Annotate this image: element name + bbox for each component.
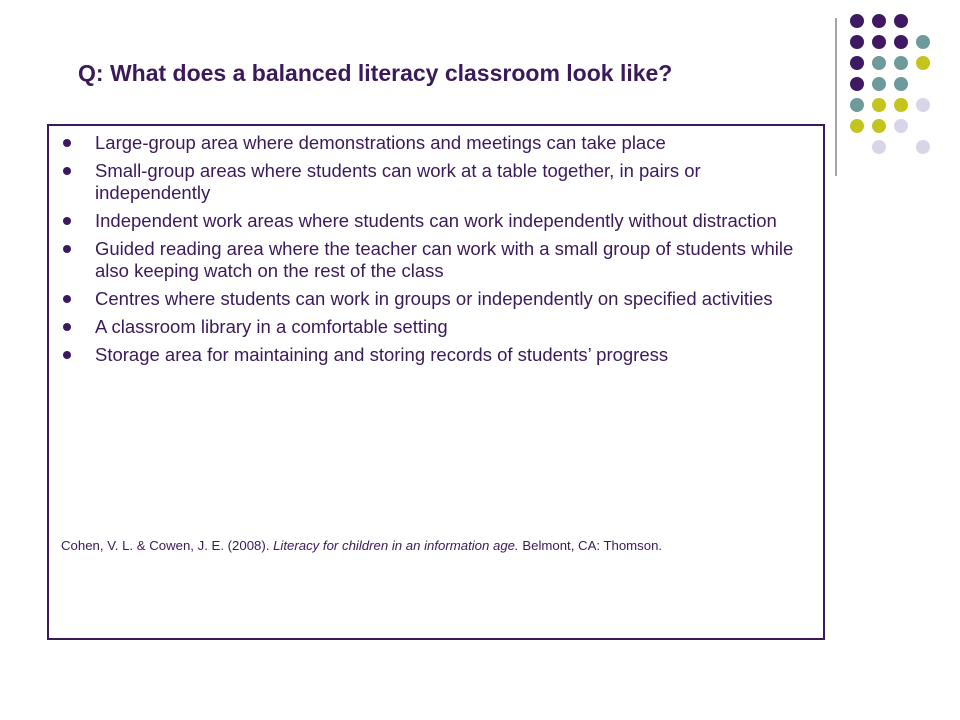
bullet-text: Centres where students can work in groups or independently on specified activities xyxy=(95,288,773,309)
decorative-dot xyxy=(850,98,864,112)
bullet-icon xyxy=(63,351,71,359)
decorative-dot xyxy=(872,140,886,154)
decorative-divider xyxy=(835,18,837,176)
decorative-dot xyxy=(872,56,886,70)
bullet-item xyxy=(63,210,813,232)
citation xyxy=(61,538,821,553)
bullet-item xyxy=(63,238,813,282)
decorative-dot xyxy=(894,14,908,28)
decorative-dot xyxy=(916,35,930,49)
bullet-icon xyxy=(63,245,71,253)
decorative-dot xyxy=(916,140,930,154)
decorative-dot xyxy=(850,56,864,70)
decorative-dot xyxy=(850,35,864,49)
bullet-item xyxy=(63,132,813,154)
bullet-text: Small-group areas where students can work at a table together, in pairs or independently xyxy=(95,160,701,203)
decorative-dot xyxy=(894,119,908,133)
decorative-dot xyxy=(872,14,886,28)
bullet-list xyxy=(63,132,813,372)
slide-title: Q: What does a balanced literacy classroom look like? xyxy=(78,60,673,86)
decorative-dot xyxy=(872,77,886,91)
content-box xyxy=(47,124,825,640)
decorative-dot xyxy=(850,14,864,28)
bullet-icon xyxy=(63,323,71,331)
decorative-dot xyxy=(872,35,886,49)
bullet-text: Large-group area where demonstrations and meetings can take place xyxy=(95,132,666,153)
bullet-icon xyxy=(63,295,71,303)
decorative-dot xyxy=(916,56,930,70)
bullet-text: Guided reading area where the teacher can work with a small group of students while also keeping watch on the rest of the class xyxy=(95,238,794,281)
bullet-text: A classroom library in a comfortable setting xyxy=(95,316,448,337)
bullet-text: Independent work areas where students can work independently without distraction xyxy=(95,210,777,231)
citation-publisher: Belmont, CA: Thomson. xyxy=(518,538,663,553)
decorative-dot xyxy=(872,98,886,112)
bullet-item xyxy=(63,160,813,204)
decorative-dot-grid xyxy=(846,14,958,156)
decorative-dot xyxy=(894,56,908,70)
bullet-item xyxy=(63,344,813,366)
decorative-dot xyxy=(894,98,908,112)
citation-work-title: Literacy for children in an information age. xyxy=(273,538,519,553)
decorative-dot xyxy=(894,77,908,91)
decorative-dot xyxy=(872,119,886,133)
bullet-icon xyxy=(63,217,71,225)
citation-authors: Cohen, V. L. & Cowen, J. E. (2008). xyxy=(61,538,274,553)
bullet-item xyxy=(63,316,813,338)
decorative-dot xyxy=(894,35,908,49)
bullet-item xyxy=(63,288,813,310)
bullet-icon xyxy=(63,139,71,147)
decorative-dot xyxy=(850,119,864,133)
bullet-text: Storage area for maintaining and storing records of students’ progress xyxy=(95,344,669,365)
bullet-icon xyxy=(63,167,71,175)
decorative-dot xyxy=(850,77,864,91)
decorative-dot xyxy=(916,98,930,112)
